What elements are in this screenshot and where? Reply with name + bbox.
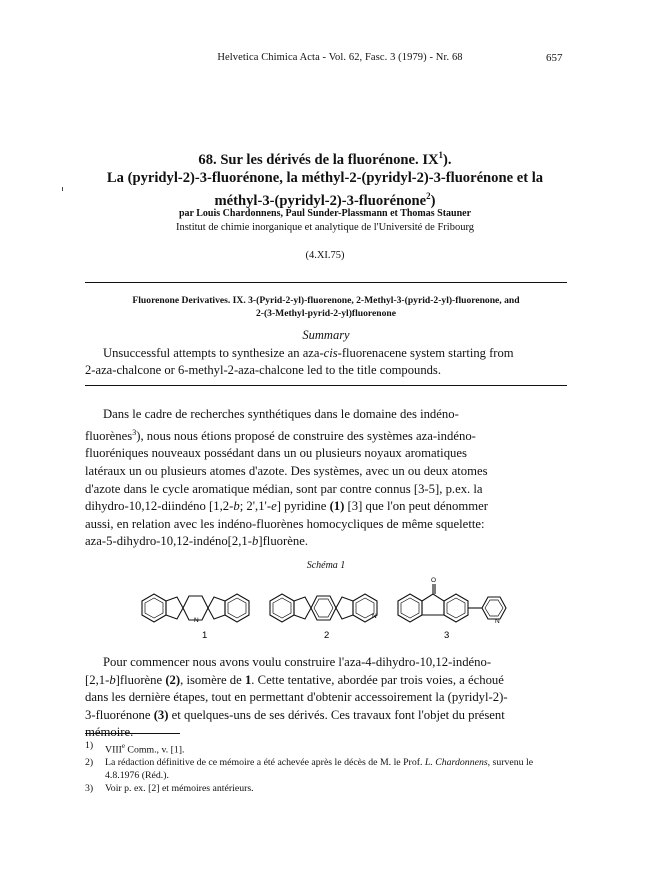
paragraph-1 xyxy=(85,406,567,551)
compound-label-1: 1 xyxy=(202,630,208,641)
top-rule xyxy=(85,282,567,283)
n-label-2: N xyxy=(372,613,377,620)
summary-text xyxy=(85,345,567,379)
structure-3 xyxy=(398,584,506,622)
o-label: O xyxy=(431,577,437,584)
authors: par Louis Chardonnens, Paul Sunder-Plassmann et Thomas Stauner xyxy=(178,208,472,219)
p1-line: fluorènes$^3$), nous nous étions proposé de construire des systèmes aza-indéno- xyxy=(85,427,476,443)
summary-rule xyxy=(85,385,567,386)
p1-line: aza-5-dihydro-10,12-indéno[2,1-b]fluorène. xyxy=(85,534,309,549)
p2-line: Pour commencer nous avons voulu construire l'aza-4-dihydro-10,12-indéno- xyxy=(103,655,492,669)
summary-heading: Summary xyxy=(302,328,350,342)
structure-2 xyxy=(270,594,377,622)
p1-line: dihydro-10,12-diindéno [1,2-b; 2',1'-e] pyridine (1) [3] que l'on peut dénommer xyxy=(85,499,488,514)
footnote-1: 1) VIIIe Comm., v. [1]. xyxy=(85,740,185,756)
footnote-rule xyxy=(85,733,180,734)
p2-line: mémoire. xyxy=(85,725,134,740)
p1-line: aussi, en relation avec les indéno-fluorènes homocycliques de même squelette: xyxy=(85,516,485,531)
paragraph-2 xyxy=(85,654,567,742)
p1-line: Dans le cadre de recherches synthétiques dans le domaine des indéno- xyxy=(103,407,459,421)
footnotes xyxy=(85,740,567,795)
english-title-line-2: 2-(3-Methyl-pyrid-2-yl)fluorenone xyxy=(256,308,396,319)
footnote-2: 2) La rédaction définitive de ce mémoire a été achevée après le décès de M. le Prof. L. Chardonnens, survenu le 4.8.1976 (Réd.). xyxy=(85,757,534,781)
english-title-line-1: Fluorenone Derivatives. IX. 3-(Pyrid-2-yl)-fluorenone, 2-Methyl-3-(pyrid-2-yl)-fluorenone, and xyxy=(132,295,520,306)
institution: Institut de chimie inorganique et analytique de l'Université de Fribourg xyxy=(175,222,475,233)
p2-line: 3-fluorénone (3) et quelques-uns de ses dérivés. Ces travaux font l'objet du présent xyxy=(85,707,505,722)
english-title xyxy=(90,294,562,320)
summary-line-1: Unsuccessful attempts to synthesize an aza-cis-fluorenacene system starting from xyxy=(103,346,514,360)
p2-line: dans les dernière étapes, tout en permettant d'obtenir accessoirement la (pyridyl-2)- xyxy=(85,690,508,705)
p1-line: latéraux un ou plusieurs atomes d'azote. Des systèmes, avec un ou deux atomes xyxy=(85,464,488,479)
scheme-label: Schéma 1 xyxy=(306,560,346,571)
page-number: 657 xyxy=(546,52,563,64)
n-label-3: N xyxy=(495,618,500,625)
compound-label-2: 2 xyxy=(324,630,330,641)
p1-line: d'azote dans le cycle aromatique médian, sont par contre connus [3-5], p.ex. la xyxy=(85,481,483,496)
received-date: (4.XI.75) xyxy=(305,250,345,261)
running-header: Helvetica Chimica Acta - Vol. 62, Fasc. 3 (1979) - Nr. 68 xyxy=(217,52,463,63)
p2-line: [2,1-b]fluorène (2), isomère de 1. Cette tentative, abordée par trois voies, a échoué xyxy=(85,672,504,687)
scheme-1-structures xyxy=(130,572,530,642)
footnote-3: 3) Voir p. ex. [2] et mémoires antérieurs. xyxy=(85,782,254,794)
title-line-2: La (pyridyl-2)-3-fluorénone, la méthyl-2-(pyridyl-2)-3-fluorénone et la xyxy=(106,169,544,186)
n-label-1: N xyxy=(194,617,199,624)
compound-label-3: 3 xyxy=(444,630,450,641)
p1-line: fluoréniques nouveaux possédant dans un ou plusieurs noyaux aromatiques xyxy=(85,446,467,461)
title-line-1: 68. Sur les dérivés de la fluorénone. $IX^1$). xyxy=(198,150,452,168)
summary-line-2: 2-aza-chalcone or 6-methyl-2-aza-chalcone led to the title compounds. xyxy=(85,363,441,377)
margin-mark xyxy=(62,187,63,191)
article-title xyxy=(90,146,560,210)
title-line-3: méthyl-3-(pyridyl-2)-3-fluorénone$^2$) xyxy=(214,190,436,209)
